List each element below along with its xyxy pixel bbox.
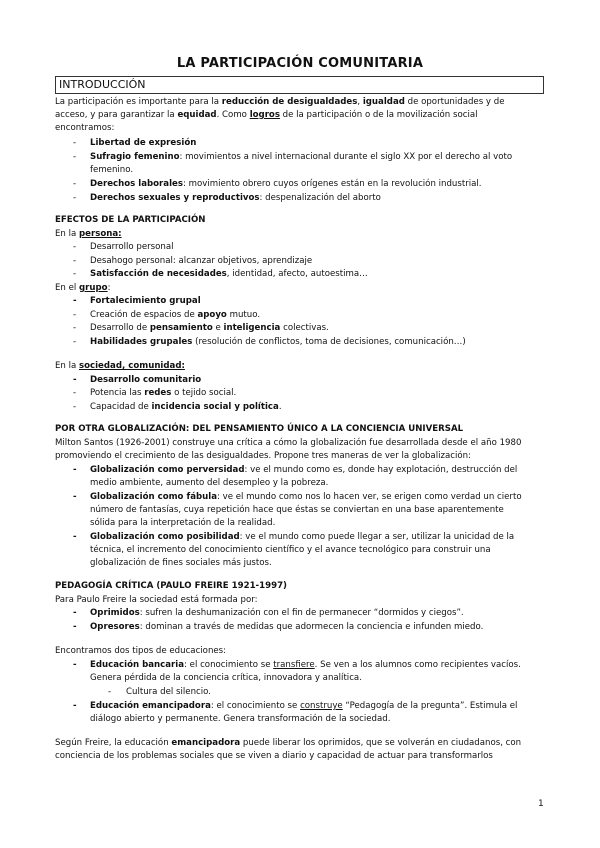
list-item-continuation: sólida para la interpretación de la realidad. — [90, 518, 276, 528]
list-item: Capacidad de incidencia social y política. — [90, 402, 282, 412]
list-item: Satisfacción de necesidades, identidad, afecto, autoestima… — [90, 269, 368, 279]
paragraph-line: conciencia de los problemas sociales que se viven a diario y capacidad de actuar para transformarlos — [55, 751, 493, 761]
page-title: LA PARTICIPACIÓN COMUNITARIA — [176, 56, 424, 71]
list-item-continuation: femenino. — [90, 165, 134, 175]
bullet-dash: - — [73, 402, 77, 412]
bullet-dash: - — [73, 269, 77, 279]
list-item: Globalización como fábula: ve el mundo como nos lo hacen ver, se erigen como verdad un cierto — [90, 492, 522, 502]
list-item: Desarrollo de pensamiento e inteligencia colectivas. — [90, 323, 329, 333]
list-item-continuation: técnica, el incremento del conocimiento científico y el avance tecnológico para construir una — [90, 545, 491, 555]
intro-line-3: encontramos: — [55, 123, 115, 133]
list-item: Derechos sexuales y reproductivos: despenalización del aborto — [90, 193, 381, 203]
bullet-dash: - — [73, 608, 77, 618]
bullet-dash: - — [73, 532, 77, 542]
list-item: Sufragio femenino: movimientos a nivel internacional durante el siglo XX por el derecho al voto — [90, 152, 513, 162]
bullet-dash: - — [73, 337, 77, 347]
subsection-persona: En la persona: — [55, 229, 122, 239]
bullet-dash: - — [73, 138, 77, 148]
bullet-dash: - — [73, 701, 77, 711]
bullet-dash: - — [73, 660, 77, 670]
list-item-continuation: Genera pérdida de la conciencia crítica, innovadora y analítica. — [90, 673, 362, 683]
bullet-dash: - — [73, 622, 77, 632]
list-item: Libertad de expresión — [90, 138, 197, 148]
list-item: Derechos laborales: movimiento obrero cuyos orígenes están en la revolución industrial. — [90, 179, 482, 189]
list-item: Desahogo personal: alcanzar objetivos, aprendizaje — [90, 256, 313, 266]
list-item-continuation: globalización de fines sociales más justos. — [90, 558, 272, 568]
paragraph-line: Encontramos dos tipos de educaciones: — [55, 646, 227, 656]
list-item-continuation: diálogo abierto y permanente. Genera transformación de la sociedad. — [90, 714, 391, 724]
bullet-dash: - — [108, 687, 112, 697]
bullet-dash: - — [73, 492, 77, 502]
paragraph-line: promoviendo el crecimiento de las desigualdades. Propone tres maneras de ver la globalización: — [55, 451, 471, 461]
page-number: 1 — [538, 799, 544, 809]
subsection-grupo: En el grupo: — [55, 283, 111, 293]
bullet-dash: - — [73, 296, 77, 306]
paragraph-line: Para Paulo Freire la sociedad está formada por: — [55, 595, 258, 605]
bullet-dash: - — [73, 242, 77, 252]
section-heading-globalizacion: POR OTRA GLOBALIZACIÓN: DEL PENSAMIENTO ÚNICO A LA CONCIENCIA UNIVERSAL — [55, 424, 464, 434]
list-item: Desarrollo personal — [90, 242, 174, 252]
list-item: Fortalecimiento grupal — [90, 296, 201, 306]
section-heading-efectos: EFECTOS DE LA PARTICIPACIÓN — [55, 215, 206, 225]
bullet-dash: - — [73, 323, 77, 333]
intro-line-2: acceso, y para garantizar la equidad. Como logros de la participación o de la movilización social — [55, 110, 478, 120]
bullet-dash: - — [73, 193, 77, 203]
intro-heading-box — [55, 76, 544, 94]
bullet-dash: - — [73, 375, 77, 385]
paragraph-line: Milton Santos (1926-2001) construye una crítica a cómo la globalización fue desarrollada desde el año 1980 — [55, 438, 522, 448]
subsection-sociedad: En la sociedad, comunidad: — [55, 361, 185, 371]
list-item: Educación bancaria: el conocimiento se transfiere. Se ven a los alumnos como recipientes vacíos. — [90, 660, 521, 670]
list-item-continuation: medio ambiente, aumento del desempleo y la pobreza. — [90, 478, 329, 488]
intro-heading: INTRODUCCIÓN — [59, 78, 146, 91]
list-item: Desarrollo comunitario — [90, 375, 202, 385]
bullet-dash: - — [73, 310, 77, 320]
sub-list-item: Cultura del silencio. — [126, 687, 211, 697]
bullet-dash: - — [73, 388, 77, 398]
bullet-dash: - — [73, 179, 77, 189]
list-item: Educación emancipadora: el conocimiento se construye “Pedagogía de la pregunta”. Estimula el — [90, 701, 518, 711]
list-item: Potencia las redes o tejido social. — [90, 388, 237, 398]
list-item: Globalización como perversidad: ve el mundo como es, donde hay explotación, destrucción del — [90, 465, 518, 475]
list-item: Habilidades grupales (resolución de conflictos, toma de decisiones, comunicación…) — [90, 337, 466, 347]
list-item: Oprimidos: sufren la deshumanización con el fin de permanecer “dormidos y ciegos”. — [90, 608, 464, 618]
bullet-dash: - — [73, 256, 77, 266]
intro-line-1: La participación es importante para la reducción de desigualdades, igualdad de oportunidades y de — [55, 97, 505, 107]
list-item: Opresores: dominan a través de medidas que adormecen la conciencia e infunden miedo. — [90, 622, 484, 632]
bullet-dash: - — [73, 465, 77, 475]
paragraph-line: Según Freire, la educación emancipadora puede liberar los oprimidos, que se volverán en ciudadanos, con — [55, 738, 522, 748]
list-item: Creación de espacios de apoyo mutuo. — [90, 310, 261, 320]
section-heading-freire: PEDAGOGÍA CRÍTICA (PAULO FREIRE 1921-1997) — [55, 581, 287, 591]
list-item: Globalización como posibilidad: ve el mundo como puede llegar a ser, utilizar la unicidad de la — [90, 532, 515, 542]
list-item-continuation: número de fantasías, cuya repetición hace que éstas se conviertan en una base aparentemente — [90, 505, 504, 515]
bullet-dash: - — [73, 152, 77, 162]
